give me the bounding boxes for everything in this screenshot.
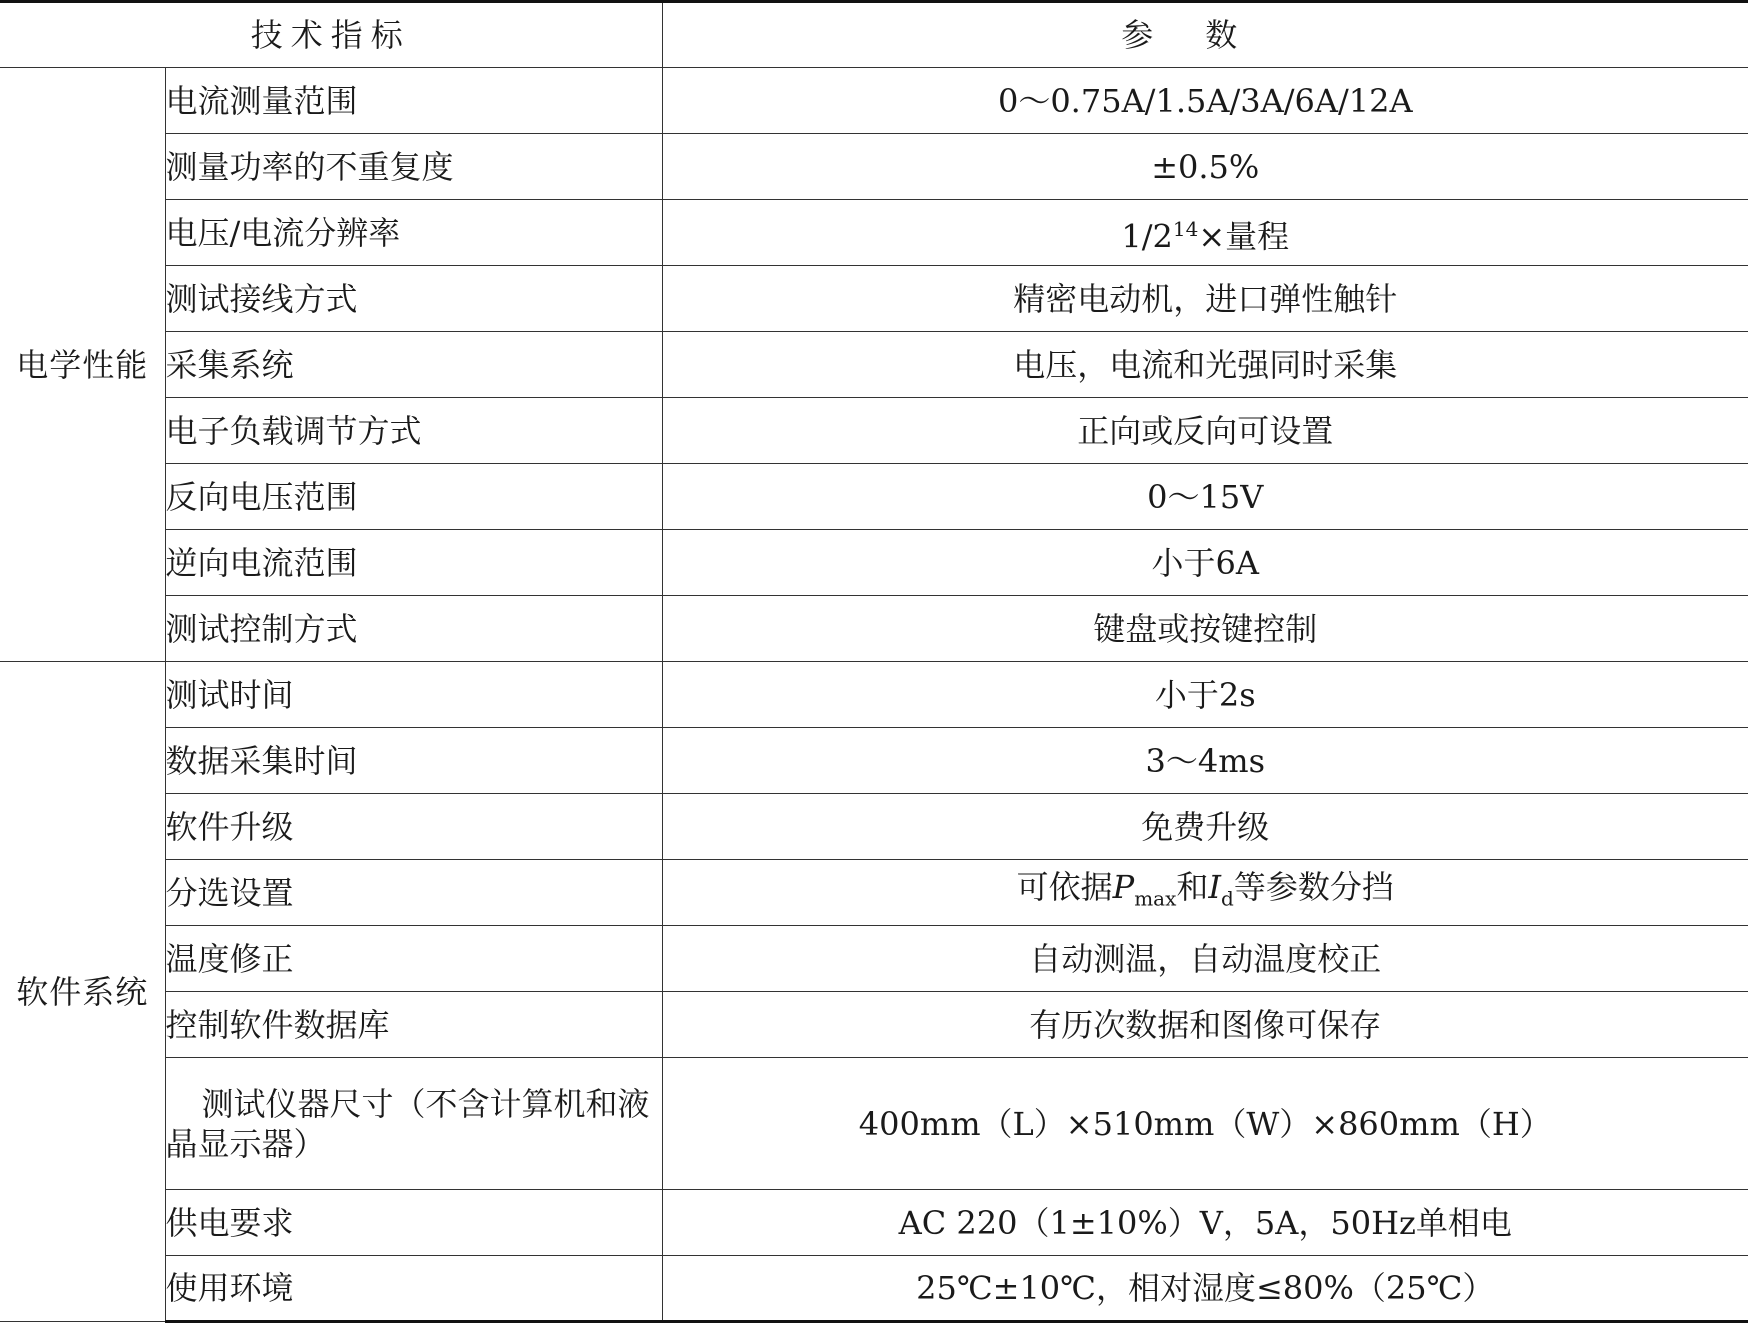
table-row [0, 1190, 1748, 1256]
value-part: 可依据 [1016, 867, 1113, 906]
table-row [0, 596, 1748, 662]
row-name: 测量功率的不重复度 [165, 134, 662, 200]
row-value: 小于2s [662, 662, 1748, 728]
value-symbol-p: P [1112, 867, 1135, 906]
row-name: 控制软件数据库 [165, 992, 662, 1058]
row-name: 逆向电流范围 [165, 530, 662, 596]
table-row [0, 728, 1748, 794]
table-row [0, 992, 1748, 1058]
row-name: 电流测量范围 [165, 68, 662, 134]
row-name: 电子负载调节方式 [165, 398, 662, 464]
row-value: 小于6A [662, 530, 1748, 596]
row-value [662, 200, 1748, 266]
row-value: 免费升级 [662, 794, 1748, 860]
header-param: 参数 [662, 2, 1748, 68]
group-electrical: 电学性能 [0, 68, 165, 662]
value-subscript-d: d [1221, 886, 1234, 911]
row-value: 25℃±10℃，相对湿度≤80%（25℃） [662, 1256, 1748, 1322]
row-name: 分选设置 [165, 860, 662, 926]
value-subscript-max: max [1134, 886, 1177, 911]
row-name: 测试仪器尺寸（不含计算机和液晶显示器） [165, 1058, 662, 1190]
row-value: 自动测温，自动温度校正 [662, 926, 1748, 992]
row-name: 软件升级 [165, 794, 662, 860]
table-row [0, 860, 1748, 926]
value-superscript: 14 [1172, 216, 1199, 241]
row-value: 正向或反向可设置 [662, 398, 1748, 464]
row-value: 0～15V [662, 464, 1748, 530]
value-symbol-i: I [1208, 867, 1222, 906]
table-row [0, 200, 1748, 266]
row-name: 测试接线方式 [165, 266, 662, 332]
row-name: 使用环境 [165, 1256, 662, 1322]
table-row [0, 794, 1748, 860]
row-value: ±0.5% [662, 134, 1748, 200]
row-name: 采集系统 [165, 332, 662, 398]
row-value: 3～4ms [662, 728, 1748, 794]
row-name: 电压/电流分辨率 [165, 200, 662, 266]
value-part: 等参数分挡 [1233, 867, 1394, 906]
table-row [0, 464, 1748, 530]
row-name: 测试控制方式 [165, 596, 662, 662]
row-value [662, 860, 1748, 926]
table-row [0, 134, 1748, 200]
value-part: 和 [1176, 867, 1209, 906]
header-indicator: 技术指标 [0, 2, 662, 68]
row-name: 供电要求 [165, 1190, 662, 1256]
row-value: 精密电动机，进口弹性触针 [662, 266, 1748, 332]
row-value: 0～0.75A/1.5A/3A/6A/12A [662, 68, 1748, 134]
table-row [0, 926, 1748, 992]
row-name: 测试时间 [165, 662, 662, 728]
table-row [0, 530, 1748, 596]
row-value: 有历次数据和图像可保存 [662, 992, 1748, 1058]
table-row [0, 68, 1748, 134]
table-row [0, 1058, 1748, 1190]
table-row [0, 1256, 1748, 1322]
row-value: 电压，电流和光强同时采集 [662, 332, 1748, 398]
table-row [0, 266, 1748, 332]
value-part: ×量程 [1198, 217, 1290, 256]
row-value: AC 220（1±10%）V，5A，50Hz单相电 [662, 1190, 1748, 1256]
row-value: 400mm（L）×510mm（W）×860mm（H） [662, 1058, 1748, 1190]
row-name: 反向电压范围 [165, 464, 662, 530]
table-header-row [0, 2, 1748, 68]
row-value: 键盘或按键控制 [662, 596, 1748, 662]
table-row [0, 398, 1748, 464]
group-software: 软件系统 [0, 662, 165, 1322]
value-part: 1/2 [1121, 217, 1173, 256]
row-name: 温度修正 [165, 926, 662, 992]
row-name: 数据采集时间 [165, 728, 662, 794]
table-row [0, 662, 1748, 728]
table-row [0, 332, 1748, 398]
